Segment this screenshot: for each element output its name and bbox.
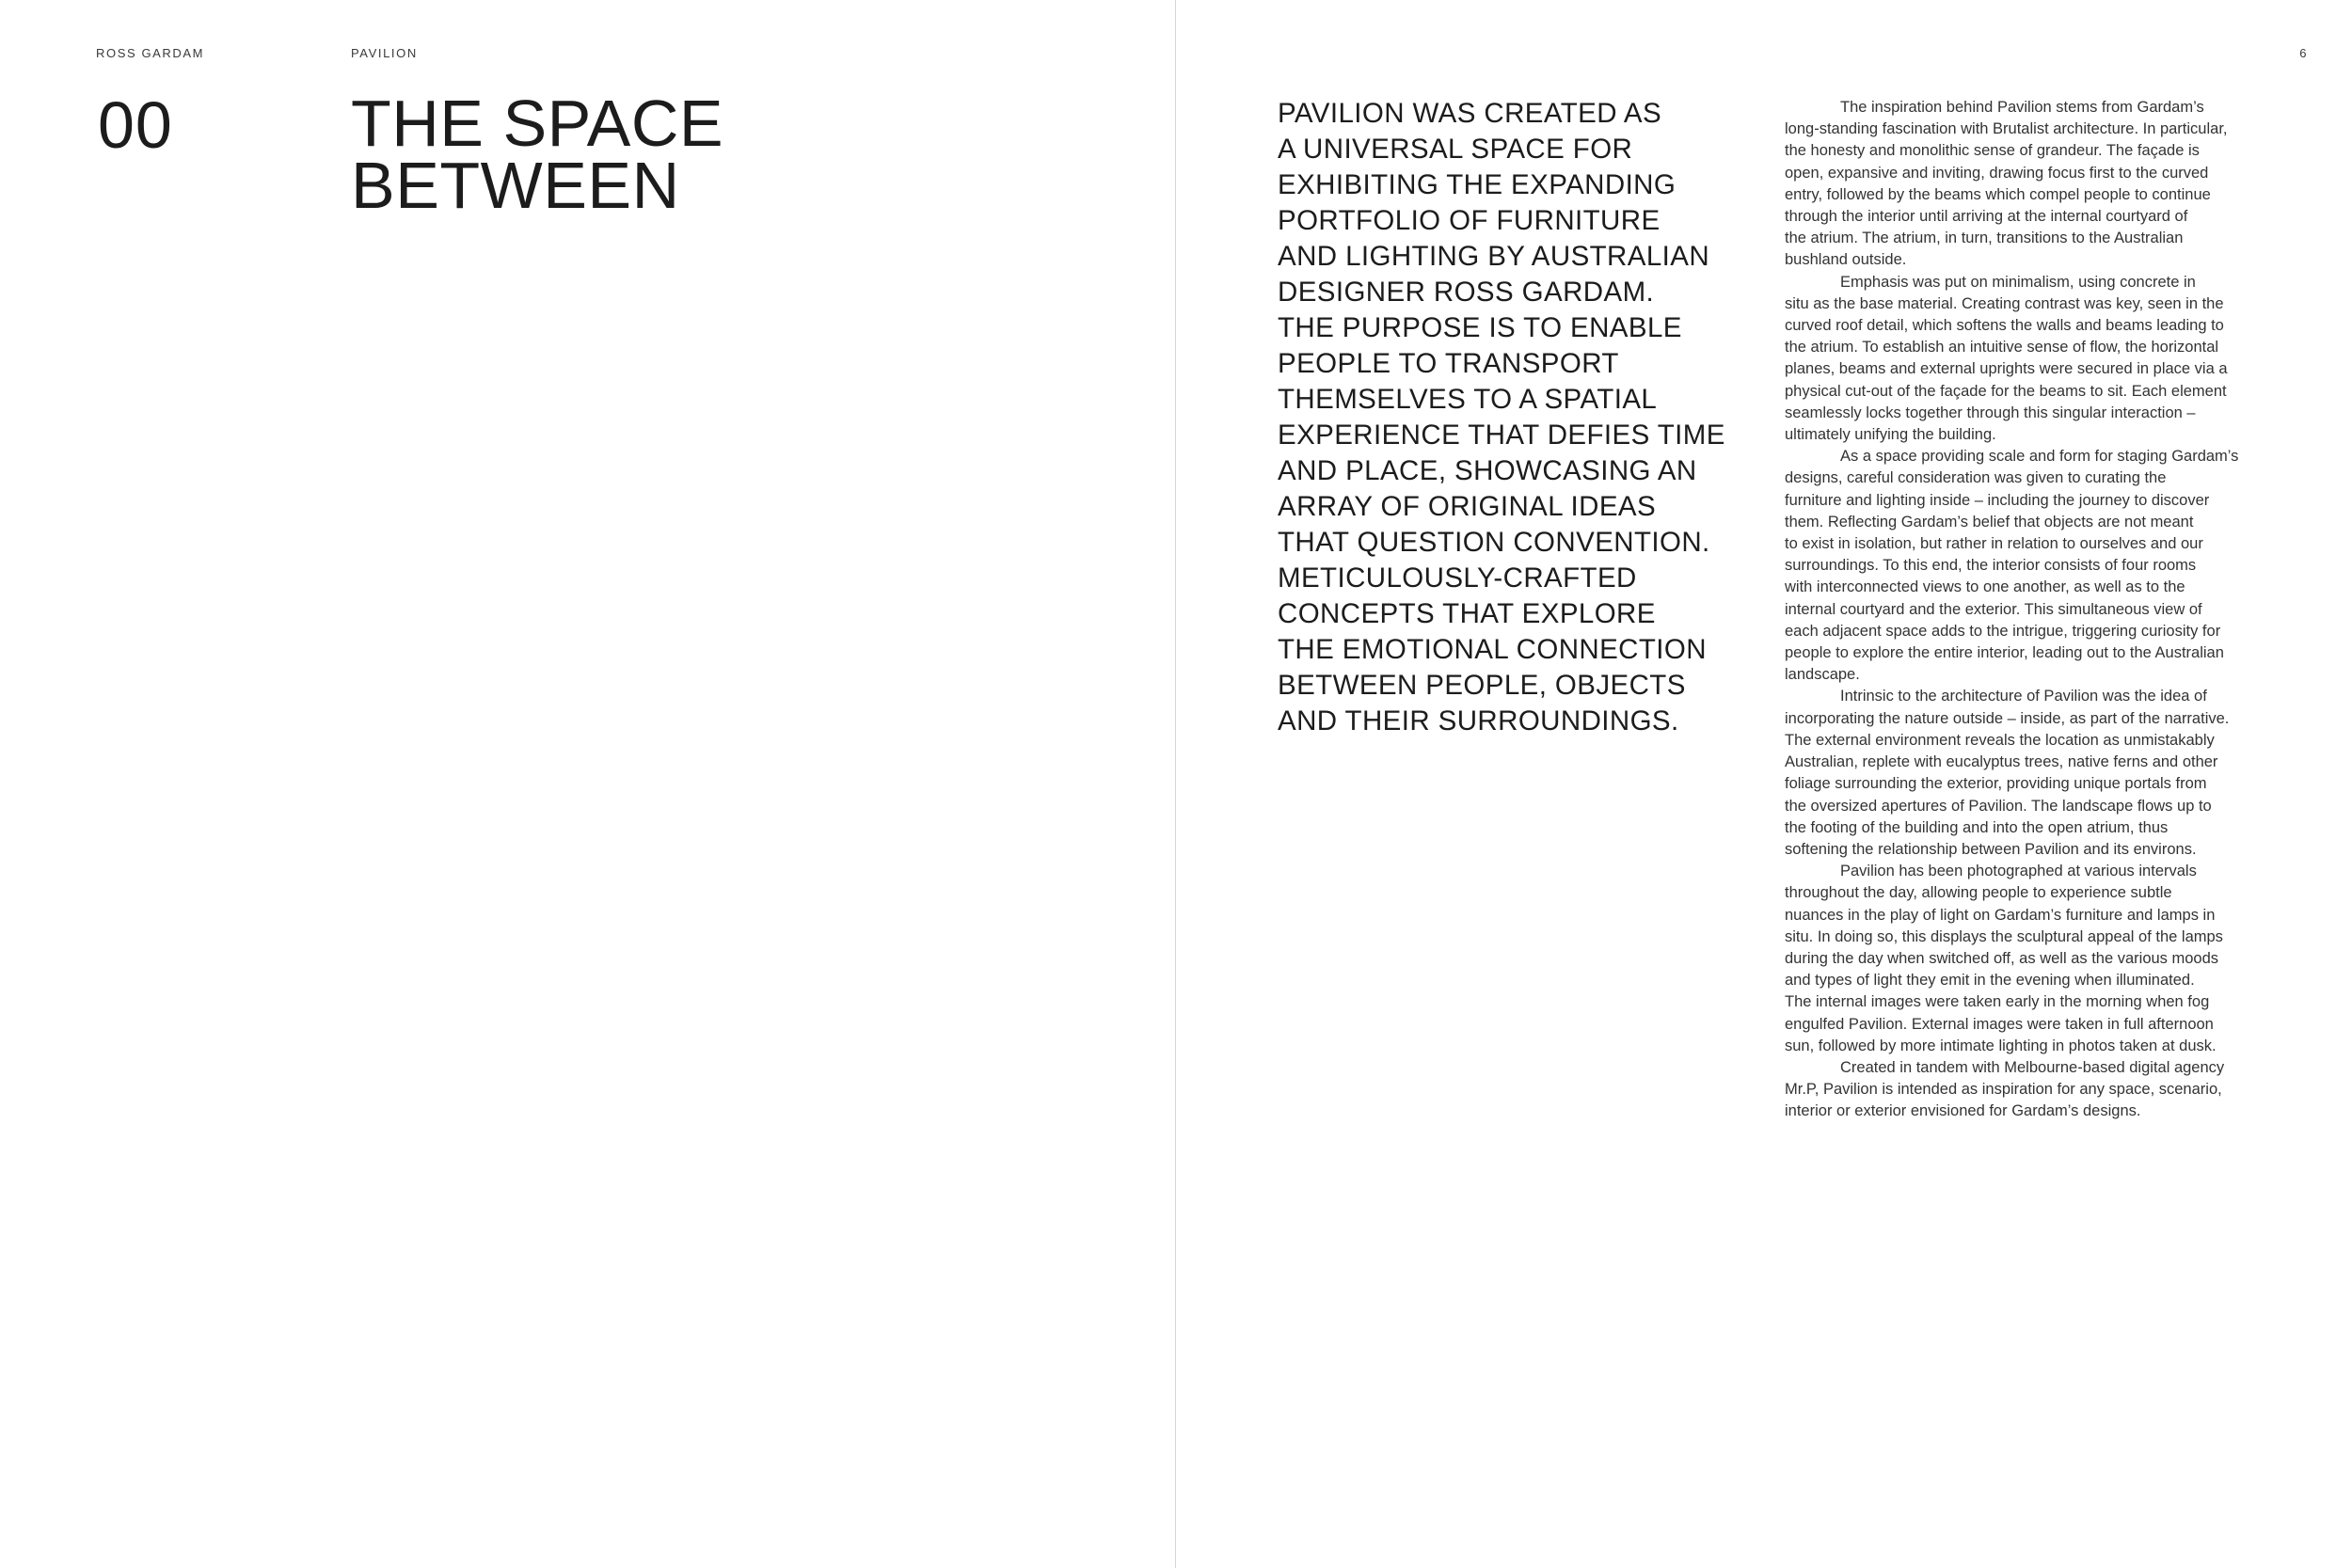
paragraph-line: them. Reflecting Gardam’s belief that objects are not meant [1785, 513, 2194, 531]
intro-statement-line: DESIGNER ROSS GARDAM. [1278, 277, 1655, 308]
paragraph-line: The internal images were taken early in the morning when fog [1785, 993, 2210, 1011]
paragraph-line: physical cut-out of the façade for the beams to sit. Each element [1785, 382, 2227, 400]
paragraph-line: landscape. [1785, 666, 1860, 684]
intro-statement-line: PAVILION WAS CREATED AS [1278, 98, 1662, 129]
paragraph-line: the atrium. To establish an intuitive sense of flow, the horizontal [1785, 339, 2219, 356]
chapter-title [351, 87, 1009, 222]
paragraph-line: throughout the day, allowing people to experience subtle [1785, 884, 2172, 902]
paragraph-line: surroundings. To this end, the interior consists of four rooms [1785, 557, 2197, 575]
paragraph-line: nuances in the play of light on Gardam’s furniture and lamps in [1785, 906, 2216, 924]
paragraph-line: the honesty and monolithic sense of grandeur. The façade is [1785, 142, 2200, 160]
paragraph-line: internal courtyard and the exterior. This simultaneous view of [1785, 600, 2202, 618]
paragraph-first-line: Intrinsic to the architecture of Pavilion was the idea of [1840, 688, 2207, 705]
intro-statement [1278, 96, 1767, 739]
paragraph-line: The external environment reveals the location as unmistakably [1785, 731, 2215, 749]
paragraph-line: to exist in isolation, but rather in relation to ourselves and our [1785, 535, 2203, 553]
paragraph-line: entry, followed by the beams which compel people to continue [1785, 185, 2211, 203]
chapter-title-line: THE SPACE [351, 87, 724, 160]
paragraph-line: the footing of the building and into the open atrium, thus [1785, 818, 2169, 836]
paragraph-line: designs, careful consideration was given to curating the [1785, 469, 2167, 487]
intro-statement-line: EXHIBITING THE EXPANDING [1278, 169, 1677, 200]
paragraph-first-line: Created in tandem with Melbourne-based digital agency [1840, 1058, 2225, 1076]
chapter-title-line: BETWEEN [351, 149, 680, 222]
paragraph-line: open, expansive and inviting, drawing focus first to the curved [1785, 164, 2209, 182]
intro-statement-line: PORTFOLIO OF FURNITURE [1278, 205, 1661, 236]
paragraph-first-line: Pavilion has been photographed at various intervals [1840, 863, 2197, 880]
intro-statement-line: EXPERIENCE THAT DEFIES TIME [1278, 420, 1725, 451]
intro-statement-line: AND PLACE, SHOWCASING AN [1278, 455, 1697, 486]
paragraph-line: incorporating the nature outside – inside, as part of the narrative. [1785, 709, 2230, 727]
paragraph-line: people to explore the entire interior, leading out to the Australian [1785, 644, 2224, 662]
paragraph-line: furniture and lighting inside – including the journey to discover [1785, 491, 2210, 509]
paragraph-line: and types of light they emit in the evening when illuminated. [1785, 972, 2195, 990]
paragraph-line: during the day when switched off, as well as the various moods [1785, 949, 2219, 967]
paragraph-line: ultimately unifying the building. [1785, 426, 1996, 444]
intro-statement-line: AND LIGHTING BY AUSTRALIAN [1278, 241, 1710, 272]
paragraph-line: each adjacent space adds to the intrigue, triggering curiosity for [1785, 622, 2221, 640]
paragraph-line: curved roof detail, which softens the walls and beams leading to [1785, 317, 2224, 335]
intro-statement-line: THAT QUESTION CONVENTION. [1278, 527, 1710, 558]
paragraph-line: with interconnected views to one another, as well as to the [1785, 578, 2185, 596]
page-number: 6 [2299, 46, 2307, 60]
intro-statement-line: METICULOUSLY-CRAFTED [1278, 562, 1637, 594]
paragraph-line: long-standing fascination with Brutalist architecture. In particular, [1785, 120, 2228, 138]
intro-statement-line: THE PURPOSE IS TO ENABLE [1278, 312, 1682, 343]
paragraph-line: through the interior until arriving at the internal courtyard of [1785, 208, 2188, 226]
intro-statement-line: THE EMOTIONAL CONNECTION [1278, 634, 1707, 665]
intro-statement-line: BETWEEN PEOPLE, OBJECTS [1278, 670, 1686, 701]
intro-statement-line: A UNIVERSAL SPACE FOR [1278, 134, 1633, 165]
right-page [1176, 0, 2352, 1568]
paragraph-line: Australian, replete with eucalyptus trees, native ferns and other [1785, 753, 2218, 771]
paragraph-line: Mr.P, Pavilion is intended as inspiration for any space, scenario, [1785, 1081, 2222, 1099]
paragraph-line: interior or exterior envisioned for Gardam’s designs. [1785, 1102, 2141, 1120]
paragraph-line: seamlessly locks together through this singular interaction – [1785, 404, 2196, 421]
intro-statement-line: AND THEIR SURROUNDINGS. [1278, 705, 1679, 736]
intro-statement-line: THEMSELVES TO A SPATIAL [1278, 384, 1658, 415]
paragraph-line: engulfed Pavilion. External images were taken in full afternoon [1785, 1015, 2214, 1033]
paragraph-line: planes, beams and external uprights were secured in place via a [1785, 360, 2228, 378]
paragraph-line: foliage surrounding the exterior, providing unique portals from [1785, 775, 2207, 793]
paragraph-line: the oversized apertures of Pavilion. The landscape flows up to [1785, 797, 2212, 815]
paragraph-line: situ. In doing so, this displays the sculptural appeal of the lamps [1785, 927, 2223, 945]
paragraph-first-line: The inspiration behind Pavilion stems from Gardam’s [1840, 99, 2204, 116]
chapter-number: 00 [98, 88, 173, 162]
running-head-author: ROSS GARDAM [96, 46, 205, 60]
paragraph-first-line: Emphasis was put on minimalism, using concrete in [1840, 273, 2196, 291]
paragraph-line: softening the relationship between Pavilion and its environs. [1785, 840, 2197, 858]
paragraph-line: sun, followed by more intimate lighting in photos taken at dusk. [1785, 1037, 2217, 1054]
intro-statement-line: CONCEPTS THAT EXPLORE [1278, 598, 1656, 629]
paragraph-line: situ as the base material. Creating contrast was key, seen in the [1785, 294, 2224, 312]
intro-statement-line: PEOPLE TO TRANSPORT [1278, 348, 1619, 379]
body-copy [1785, 97, 2265, 1123]
paragraph-line: the atrium. The atrium, in turn, transitions to the Australian [1785, 230, 2184, 247]
running-head-section: PAVILION [351, 46, 418, 60]
paragraph-first-line: As a space providing scale and form for staging Gardam’s [1840, 448, 2239, 466]
intro-statement-line: ARRAY OF ORIGINAL IDEAS [1278, 491, 1657, 522]
paragraph-line: bushland outside. [1785, 251, 1907, 269]
